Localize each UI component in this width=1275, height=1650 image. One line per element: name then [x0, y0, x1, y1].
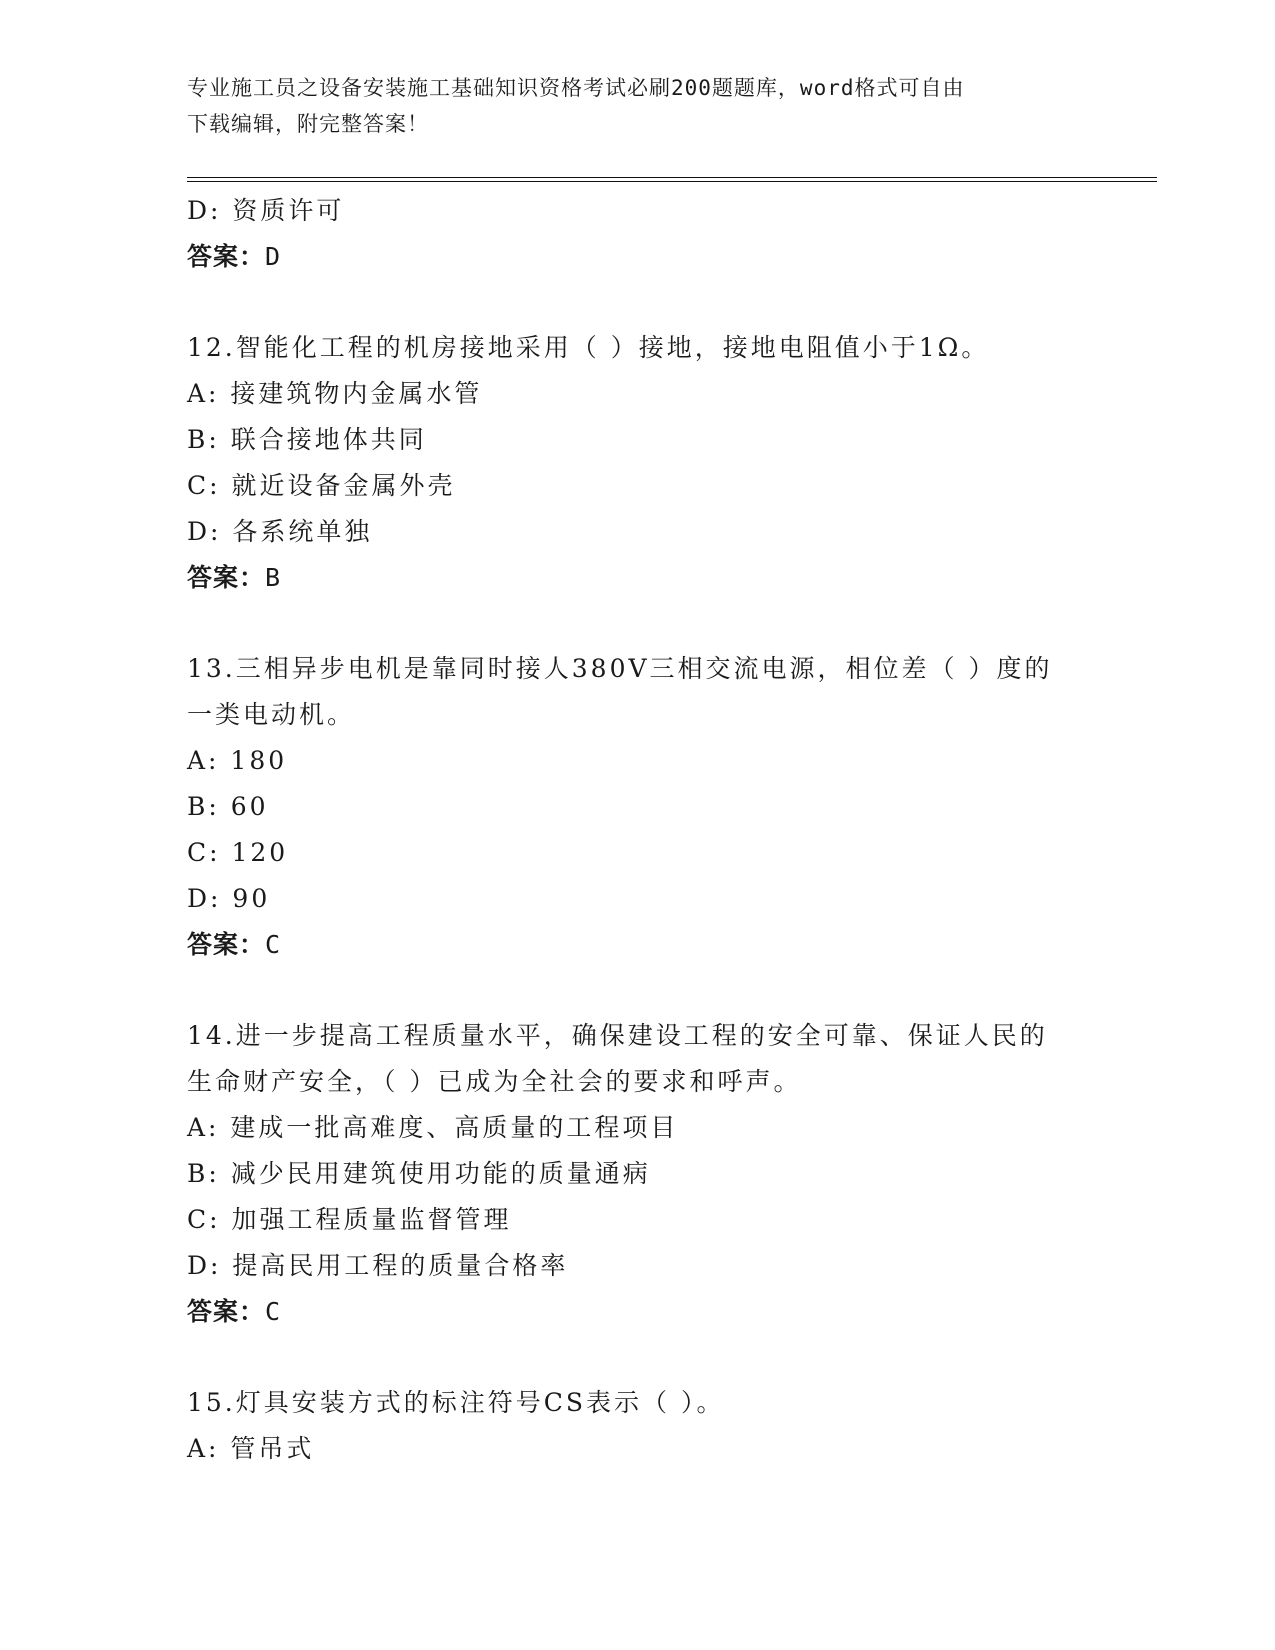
option-a: A: 建成一批高难度、高质量的工程项目 [187, 1113, 679, 1142]
header-line-2: 下载编辑，附完整答案！ [187, 112, 429, 136]
option-c: C: 加强工程质量监督管理 [187, 1205, 512, 1234]
question-gap [187, 1335, 1157, 1380]
option-a: A: 180 [187, 746, 288, 775]
question-15 [187, 1380, 1157, 1472]
answer-label: 答案： [187, 563, 266, 592]
answer-line [187, 555, 1157, 601]
option-d: D: 提高民用工程的质量合格率 [187, 1251, 569, 1280]
answer-value: D [265, 242, 282, 271]
header-line-1: 专业施工员之设备安装施工基础知识资格考试必刷200题题库，word格式可自由 [187, 76, 965, 100]
option-d: D: 资质许可 [187, 196, 345, 225]
question-stem: 13.三相异步电机是靠同时接人380V三相交流电源，相位差（ ）度的 [187, 654, 1053, 683]
option-c: C: 就近设备金属外壳 [187, 471, 456, 500]
question-13 [187, 646, 1157, 968]
answer-value: B [265, 563, 282, 592]
question-stem-continued: 一类电动机。 [187, 700, 356, 729]
option-b: B: 联合接地体共同 [187, 425, 427, 454]
question-gap [187, 280, 1157, 325]
answer-line [187, 922, 1157, 968]
option-a: A: 管吊式 [187, 1434, 315, 1463]
option-d: D: 90 [187, 884, 271, 913]
answer-label: 答案： [187, 242, 266, 271]
option-d: D: 各系统单独 [187, 517, 373, 546]
answer-value: C [265, 930, 282, 959]
answer-line [187, 234, 1157, 280]
question-list [187, 188, 1157, 1472]
question-12 [187, 325, 1157, 601]
document-page [187, 0, 1157, 1650]
header-divider [187, 177, 1157, 182]
document-header [187, 70, 1087, 142]
answer-label: 答案： [187, 1297, 266, 1326]
answer-line [187, 1289, 1157, 1335]
answer-label: 答案： [187, 930, 266, 959]
question-gap [187, 601, 1157, 646]
question-stem: 14.进一步提高工程质量水平，确保建设工程的安全可靠、保证人民的 [187, 1021, 1048, 1050]
question-11-partial [187, 188, 1157, 280]
question-stem-continued: 生命财产安全，（ ）已成为全社会的要求和呼声。 [187, 1067, 802, 1096]
question-gap [187, 968, 1157, 1013]
option-a: A: 接建筑物内金属水管 [187, 379, 483, 408]
answer-value: C [265, 1297, 282, 1326]
question-stem: 12.智能化工程的机房接地采用（ ）接地，接地电阻值小于1Ω。 [187, 333, 990, 362]
option-c: C: 120 [187, 838, 289, 867]
question-stem: 15.灯具安装方式的标注符号CS表示（ ）。 [187, 1388, 725, 1417]
question-14 [187, 1013, 1157, 1335]
option-b: B: 减少民用建筑使用功能的质量通病 [187, 1159, 651, 1188]
option-b: B: 60 [187, 792, 269, 821]
